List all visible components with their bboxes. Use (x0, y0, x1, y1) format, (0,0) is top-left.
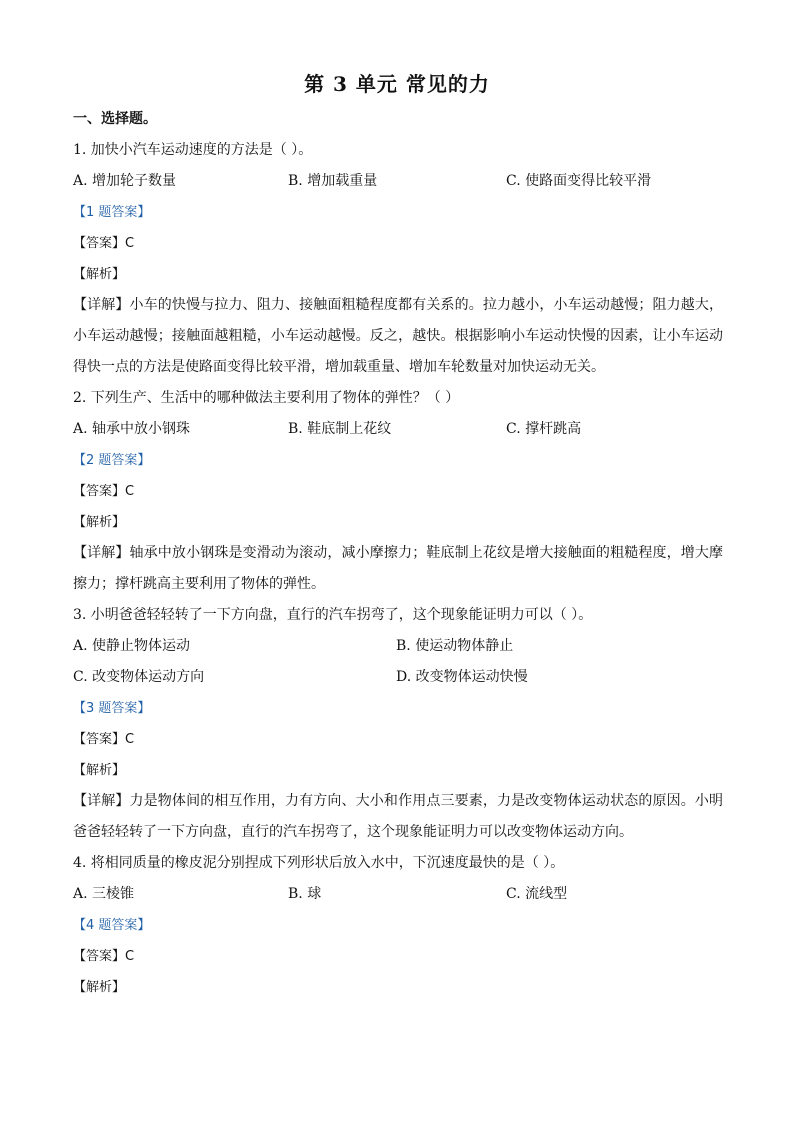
question-1-option-a: A. 增加轮子数量 (73, 173, 177, 189)
question-2-option-b: B. 鞋底制上花纹 (288, 421, 392, 437)
section-heading: 一、选择题。 (73, 111, 157, 127)
question-3-options-row-1 (73, 631, 723, 662)
question-3-analysis-label: 【解析】 (73, 763, 126, 778)
question-3-answer-badge: 【3 题答案】 (73, 701, 151, 716)
question-4-stem: 4. 将相同质量的橡皮泥分别捏成下列形状后放入水中，下沉速度最快的是（ ）。 (73, 855, 565, 871)
question-3-option-b: B. 使运动物体静止 (396, 638, 514, 654)
question-3-detail: 【详解】力是物体间的相互作用，力有方向、大小和作用点三要素，力是改变物体运动状态的原因。小明爸爸轻轻转了一下方向盘，直行的汽车拐弯了，这个现象能证明力可以改变物体运动方向。 (73, 793, 723, 840)
question-4-answer-badge: 【4 题答案】 (73, 918, 151, 933)
question-1-options (73, 166, 723, 197)
question-4-option-b: B. 球 (288, 886, 322, 902)
question-2-option-c: C. 撑杆跳高 (506, 421, 582, 437)
question-3-answer: 【答案】C (73, 732, 135, 747)
question-3-option-a: A. 使静止物体运动 (73, 638, 191, 654)
question-4-option-c: C. 流线型 (506, 886, 568, 902)
question-2-answer: 【答案】C (73, 484, 135, 499)
question-2-option-a: A. 轴承中放小钢珠 (73, 421, 191, 437)
question-4-options (73, 879, 723, 910)
question-2-detail: 【详解】轴承中放小钢珠是变滑动为滚动，减小摩擦力；鞋底制上花纹是增大接触面的粗糙程度，增大摩擦力；撑杆跳高主要利用了物体的弹性。 (73, 545, 723, 592)
question-4-analysis-label: 【解析】 (73, 980, 126, 995)
document-body (73, 104, 723, 1003)
question-4-answer: 【答案】C (73, 949, 135, 964)
question-1-option-b: B. 增加载重量 (288, 173, 378, 189)
question-1-answer-badge: 【1 题答案】 (73, 205, 151, 220)
question-1-answer: 【答案】C (73, 236, 135, 251)
question-1-analysis-label: 【解析】 (73, 267, 126, 282)
question-3-option-c: C. 改变物体运动方向 (73, 669, 205, 685)
question-2-analysis-label: 【解析】 (73, 515, 126, 530)
page-title: 第 3 单元 常见的力 (304, 72, 490, 96)
question-4-option-a: A. 三棱锥 (73, 886, 135, 902)
question-2-stem: 2. 下列生产、生活中的哪种做法主要利用了物体的弹性？（ ） (73, 390, 460, 406)
question-2-answer-badge: 【2 题答案】 (73, 453, 151, 468)
question-3-option-d: D. 改变物体运动快慢 (396, 669, 528, 685)
question-1-option-c: C. 使路面变得比较平滑 (506, 173, 652, 189)
question-1-detail: 【详解】小车的快慢与拉力、阻力、接触面粗糙程度都有关系的。拉力越小，小车运动越慢；阻力越大，小车运动越慢；接触面越粗糙，小车运动越慢。反之，越快。根据影响小车运动快慢的因素，让小车运动得快一点的方法是使路面变得比较平滑，增加载重量、增加车轮数量对加快运动无关。 (73, 297, 723, 375)
question-2-options (73, 414, 723, 445)
question-3-stem: 3. 小明爸爸轻轻转了一下方向盘，直行的汽车拐弯了，这个现象能证明力可以（ ）。 (73, 607, 593, 623)
question-3-options-row-2 (73, 662, 723, 693)
question-1-stem: 1. 加快小汽车运动速度的方法是（ ）。 (73, 142, 313, 158)
